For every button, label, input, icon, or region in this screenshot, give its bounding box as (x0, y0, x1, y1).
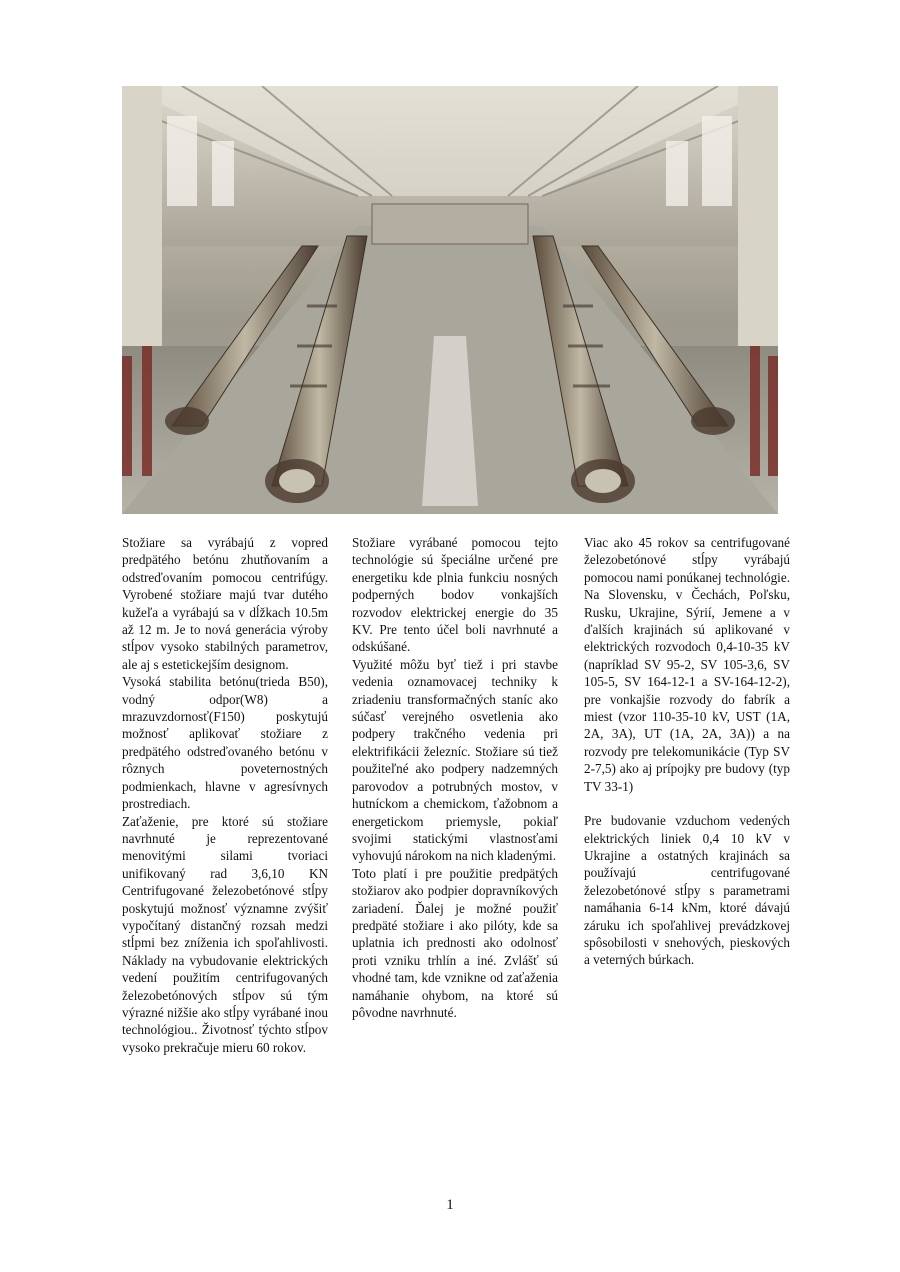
paragraph: Vysoká stabilita betónu(trieda B50), vodný odpor(W8) a mrazuvzdornosť(F150) poskytujú možnosť aplikovať stožiare z predpätého odstreďovaného betónu v rôznych poveternostných podmienkach, hlavne v agresívnych prostrediach. (122, 674, 328, 812)
factory-photo (122, 86, 778, 514)
paragraph: Viac ako 45 rokov sa centrifugované železobetónové stĺpy vyrábajú pomocou nami ponúkanej technológie. Na Slovensku, v Čechách, Poľsku, Rusku, Ukrajine, Sýrií, Jemene a v ďalších krajinách sú aplikované v elektrických rozvodoch 0,4-10-35 kV (napríklad SV 95-2, SV 105-3,6, SV 105-5, SV 164-12-1 a SV-164-12-2), pre vonkajšie rozvody do fabrík a miest (vzor 110-35-10 kV, UST (1A, 2A, 3A), UT (1A, 2A, 3A)) a na rozvody pre telekomunikácie (Typ SV 2-7,5) ako aj prípojky pre budovy (typ TV 33-1) (584, 535, 790, 794)
paragraph: Využité môžu byť tiež i pri stavbe vedenia oznamovacej techniky k zriadeniu transformačných staníc ako súčasť verejného osvetlenia ako podpery trakčného vedenia pri elektrifikácii železníc. Stožiare sú tiež použiteľné ako podpery nadzemných parovodov a potrubných mostov, v hutníckom a chemickom, ťažobnom a energetickom priemysle, pokiaľ svojimi statickými vlastnosťami vyhovujú nárokom na nich kladenými. (352, 656, 558, 864)
paragraph: Pre budovanie vzduchom vedených elektrických liniek 0,4 10 kV v Ukrajine a ostatných krajinách sa používajú centrifugované železobetónové stĺpy s parametrami namáhania 6-14 kNm, ktoré dávajú záruku ich spoľahlivej prevádzkovej spôsobilosti v snehových, pieskových a veterných búrkach. (584, 813, 790, 968)
paragraph: Toto platí i pre použitie predpätých stožiarov ako podpier dopravníkových zariadení. Ďalej je možné použiť predpäté stožiare i ako pilóty, kde sa uplatnia ich prednosti ako odolnosť proti vzniku trhlín a iné. Zvlášť sú vhodné tam, kde vznikne od zaťaženia namáhanie ohybom, na ktoré sú pôvodne navrhnuté. (352, 865, 558, 1020)
page-number: 1 (446, 1197, 454, 1213)
paragraph: Stožiare vyrábané pomocou tejto technológie sú špeciálne určené pre energetiku kde plnia funkciu nosných podperných bodov vonkajších rozvodov elektrickej energie do 35 KV. Pre tento účel boli navrhnuté a odskúšané. (352, 535, 558, 655)
text-column-3 (584, 534, 790, 969)
paragraph: Zaťaženie, pre ktoré sú stožiare navrhnuté je reprezentované menovitými silami tvoriaci unifikovaný rad 3,6,10 KN Centrifugované železobetónové stĺpy poskytujú možnosť významne zvýšiť vypočítaný distančný rozsah medzi stĺpmi bez zníženia ich spoľahlivosti. Náklady na vybudovanie elektrických vedení použitím centrifugovaných železobetónových stĺpov sú tým výrazné nižšie ako stĺpy vyrábané inou technológiou.. Životnosť týchto stĺpov vysoko prekračuje mieru 60 rokov. (122, 813, 328, 1055)
paragraph: Stožiare sa vyrábajú z vopred predpätého betónu zhutňovaním a odstreďovaním pomocou centrifúgy. Vyrobené stožiare majú tvar dutého kužeľa a vyrábajú sa v dĺžkach 10.5m až 12 m. Je to nová generácia výroby stĺpov vysoko stabilných parametrov, ale aj s estetickejším designom. (122, 535, 328, 672)
paragraph-gap (584, 795, 790, 812)
text-column-2 (352, 534, 558, 1021)
factory-hall-illustration (122, 86, 778, 514)
text-column-1 (122, 534, 328, 1056)
